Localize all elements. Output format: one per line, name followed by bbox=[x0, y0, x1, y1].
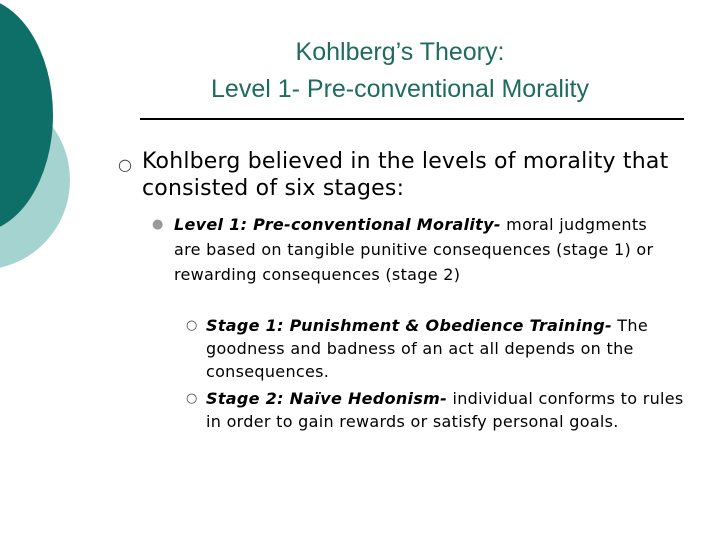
hollow-circle-bullet-icon: ○ bbox=[118, 155, 133, 174]
title-divider bbox=[140, 118, 684, 120]
level1-bullet bbox=[152, 212, 672, 287]
title-line-1: Kohlberg’s Theory: bbox=[295, 38, 505, 66]
level1-text: moral judgments are based on tangible punitive consequences (stage 1) or rewarding consequences (stage 2) bbox=[174, 215, 654, 284]
main-bullet bbox=[118, 148, 690, 202]
filled-circle-bullet-icon: ● bbox=[152, 217, 164, 232]
stage2-bullet bbox=[186, 387, 686, 433]
title-line-2: Level 1- Pre-conventional Morality bbox=[211, 75, 589, 103]
stage1-label: Stage 1: Punishment & Obedience Training- bbox=[206, 316, 612, 335]
stage2-text: individual conforms to rules in order to gain rewards or satisfy personal goals. bbox=[206, 389, 684, 431]
stage2-label: Stage 2: Naïve Hedonism- bbox=[206, 389, 448, 408]
hollow-circle-bullet-icon: ○ bbox=[186, 318, 198, 333]
main-bullet-text: Kohlberg believed in the levels of morality that consisted of six stages: bbox=[142, 149, 669, 201]
slide-title bbox=[140, 34, 660, 108]
stage1-text: The goodness and badness of an act all depends on the consequences. bbox=[206, 316, 648, 381]
hollow-circle-bullet-icon: ○ bbox=[186, 391, 198, 406]
stage1-bullet bbox=[186, 314, 686, 383]
level1-label: Level 1: Pre-conventional Morality- bbox=[174, 215, 501, 234]
